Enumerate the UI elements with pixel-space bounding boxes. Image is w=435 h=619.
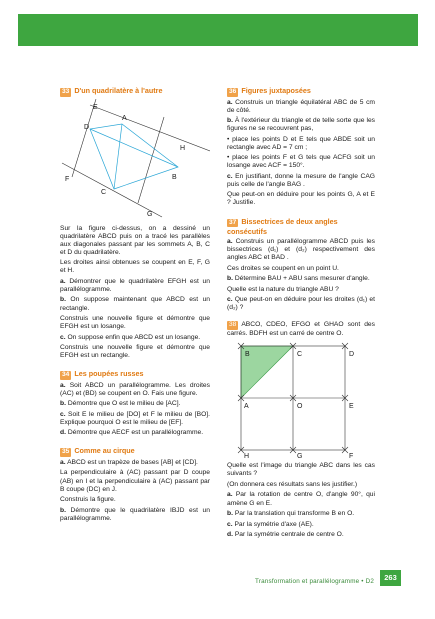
point-label-G: G (147, 210, 153, 218)
question-a (60, 382, 210, 398)
question-letter: c. (227, 520, 233, 528)
question-b (227, 510, 375, 518)
question-letter: a. (227, 98, 233, 106)
question-text: Construis un parallélogramme ABCD puis les bissectrices (d₁) et (d₂) respectivement des angles ABC et BAD . (227, 238, 375, 262)
exercise-number: 33 (62, 88, 70, 95)
question-c (227, 173, 375, 189)
question-text: Démontrer que le quadrilatère EFGH est un parallélogramme. (60, 277, 210, 293)
paragraph: Quelle est la nature du triangle ABU ? (227, 285, 339, 293)
point-label-D: D (349, 351, 355, 359)
question-b (227, 275, 375, 283)
question-b (60, 507, 210, 523)
exercise-38-intro (227, 321, 375, 338)
question-letter: c. (227, 172, 233, 180)
paragraph: Sur la figure ci-dessus, on a dessiné un quadrilatère ABCD puis on a tracé les parallèles aux diagonales passant par les sommets A, B, C et D du quadrilatère. (60, 224, 210, 256)
line-through-A (90, 105, 210, 151)
question-text: Construis un triangle équilatéral ABC de 5 cm de côté. (227, 98, 375, 114)
question-text: Par la rotation de centre O, d'angle 90°, qui amène G en E. (227, 491, 376, 507)
question-b (60, 400, 210, 408)
question-letter: d. (227, 530, 233, 538)
exercise-37 (227, 217, 375, 313)
point-label-B: B (172, 173, 177, 181)
point-label-A: A (244, 403, 249, 411)
exercise-number: 36 (229, 88, 237, 95)
point-label-A: A (122, 114, 127, 122)
question-letter: a. (60, 381, 66, 389)
question-a (60, 459, 210, 467)
exercise-35-heading (60, 446, 210, 457)
question-text: ABCD est un trapèze de bases [AB] et [CD]. (67, 458, 198, 466)
question-b (227, 117, 375, 133)
question-letter: a. (60, 277, 66, 285)
point-label-D: D (84, 123, 90, 131)
exercise-title: Bissectrices de deux angles consécutifs (227, 216, 338, 237)
question-text: Par la symétrie d'axe (AE). (234, 520, 314, 528)
question-letter: b. (60, 400, 66, 408)
question-letter: c. (227, 296, 233, 304)
page-number: 263 (380, 570, 401, 586)
exercise-34 (60, 369, 210, 437)
header-banner (18, 14, 418, 46)
question-letter: b. (60, 296, 66, 304)
exercise-38 (227, 321, 375, 539)
paragraph: Que peut-on en déduire pour les points G, A et E ? Justifie. (227, 191, 375, 207)
paragraph: Les droites ainsi obtenues se coupent en E, F, G et H. (60, 259, 210, 275)
exercise-number: 37 (229, 218, 237, 226)
footer-chapter-title: Transformation et parallélogramme • D2 (255, 578, 375, 585)
exercise-title: Les poupées russes (74, 369, 144, 379)
question-text: Que peut-on en déduire pour les droites (d₁) et (d₂) ? (227, 296, 375, 312)
paragraph: (On donnera ces résultats sans les justifier.) (227, 480, 358, 488)
exercise-number: 34 (62, 371, 70, 379)
question-a (227, 99, 375, 115)
question-text: Démontre que AECF est un parallélogramme. (67, 429, 204, 437)
exercise-number: 35 (62, 448, 70, 456)
question-text: Détermine BAU + ABU sans mesurer d'angle. (234, 275, 370, 283)
question-text: On suppose maintenant que ABCD est un rectangle. (60, 296, 211, 312)
question-letter: b. (60, 506, 66, 514)
question-text: Soit E le milieu de [DO] et F le milieu de [BO]. Explique pourquoi O est le milieu de [EF]. (60, 410, 210, 426)
question-b (60, 296, 210, 312)
paragraph: Construis la figure. (60, 496, 116, 504)
exercise-title: Comme au cirque (74, 446, 135, 456)
question-letter: c. (60, 410, 66, 418)
question-letter: c. (60, 333, 66, 341)
question-c (60, 334, 210, 342)
exercise-37-heading (227, 217, 375, 237)
question-c (60, 411, 210, 427)
squares-grid-figure (227, 340, 375, 458)
paragraph: Construis une nouvelle figure et démontre que EFGH est un rectangle. (60, 344, 210, 360)
exercise-36 (227, 86, 375, 208)
question-text: Démontre que O est le milieu de [AC]. (67, 400, 181, 408)
left-column (60, 86, 210, 532)
question-a (227, 238, 375, 262)
exercise-36-heading (227, 86, 375, 97)
exercise-34-heading (60, 369, 210, 380)
point-label-O: O (297, 403, 303, 411)
question-c (227, 296, 375, 312)
paragraph: ABCO, CDEO, EFGO et GHAO sont des carrés. BDFH est un carré de centre O. (227, 321, 375, 337)
bullet-item: • place les points F et G tels que ACFG soit un losange avec ACF = 150°. (227, 154, 375, 170)
right-column (227, 86, 375, 548)
question-text: Soit ABCD un parallélogramme. Les droites (AC) et (BD) se coupent en O. Fais une figure. (60, 381, 211, 397)
question-d (227, 531, 375, 539)
exercise-number: 38 (229, 321, 237, 329)
exercise-title: D'un quadrilatère à l'autre (74, 86, 163, 95)
paragraph: La perpendiculaire à (AC) passant par D coupe (AB) en I et la perpendiculaire à (AC) passant par B coupe (DC) en J. (60, 469, 210, 493)
diagonal-AC (114, 124, 122, 189)
question-letter: b. (227, 510, 233, 518)
quadrilateral-figure (60, 99, 210, 221)
question-text: Démontre que le quadrilatère IBJD est un parallélogramme. (60, 506, 210, 522)
line-through-C (62, 163, 162, 217)
bullet-item: • place les points D et E tels que ABDE soit un rectangle avec AD = 7 cm ; (227, 135, 375, 151)
point-label-H: H (180, 144, 186, 152)
point-label-C: C (101, 188, 107, 196)
paragraph: Ces droites se coupent en un point U. (227, 264, 339, 272)
paragraph: Construis une nouvelle figure et démontre que EFGH est un losange. (60, 315, 210, 331)
question-d (60, 429, 210, 437)
question-text: Par la symétrie centrale de centre O. (234, 530, 344, 538)
question-letter: a. (227, 238, 233, 246)
exercise-33 (60, 86, 210, 360)
paragraph: Quelle est l'image du triangle ABC dans les cas suivants ? (227, 462, 375, 478)
question-text: On suppose enfin que ABCD est un losange. (67, 333, 201, 341)
point-label-F: F (349, 453, 354, 459)
exercise-title: Figures juxtaposées (241, 86, 311, 95)
exercise-33-heading (60, 86, 210, 97)
point-label-F: F (65, 175, 70, 183)
question-a (227, 491, 375, 507)
point-label-G: G (297, 453, 303, 459)
line-through-B (138, 117, 164, 203)
question-text: Par la translation qui transforme B en O. (234, 510, 355, 518)
question-text: À l'extérieur du triangle et de telle sorte que les figures ne se recouvrent pas, (227, 117, 376, 133)
question-letter: b. (227, 275, 233, 283)
point-label-C: C (297, 351, 303, 359)
question-letter: a. (60, 458, 66, 466)
point-label-E: E (93, 103, 98, 111)
question-text: En justifiant, donne la mesure de l'angle CAG puis celle de l'angle BAG . (227, 172, 376, 188)
question-letter: b. (227, 117, 233, 125)
question-a (60, 278, 210, 294)
question-letter: d. (60, 429, 66, 437)
point-label-B: B (245, 351, 250, 359)
question-letter: a. (227, 491, 233, 499)
point-label-E: E (349, 403, 354, 411)
point-label-H: H (244, 453, 250, 459)
question-c (227, 521, 375, 529)
exercise-35 (60, 446, 210, 522)
